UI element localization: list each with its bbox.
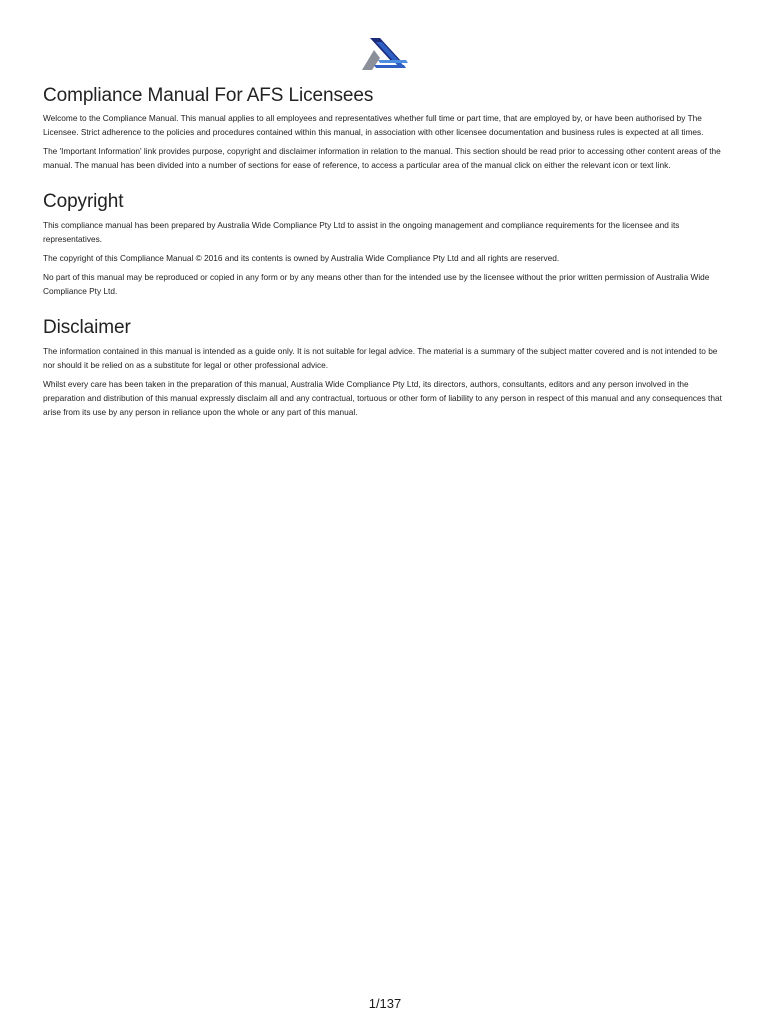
copyright-paragraph: The copyright of this Compliance Manual © 2016 and its contents is owned by Australia Wide Compliance Pty Ltd and all rights are reserved. bbox=[43, 253, 560, 263]
page-title: Compliance Manual For AFS Licensees bbox=[43, 85, 374, 106]
disclaimer-paragraph: The information contained in this manual is intended as a guide only. It is not suitable for legal advice. The material is a summary of the subject matter covered and is not intended to be nor should it be relied on as a substitute for legal or other professional advice. bbox=[43, 346, 718, 370]
disclaimer-heading: Disclaimer bbox=[43, 317, 131, 338]
page-number: 1/137 bbox=[368, 996, 402, 1011]
intro-paragraph: The 'Important Information' link provides purpose, copyright and disclaimer information in relation to the manual. This section should be read prior to accessing other content areas of the manual. The manual has been divided into a number of sections for ease of reference, to access a particular area of the manual click on either the relevant icon or text link. bbox=[43, 146, 721, 170]
document-body bbox=[43, 84, 723, 437]
logo-light-bar-top bbox=[378, 60, 408, 63]
copyright-heading: Copyright bbox=[43, 191, 124, 212]
logo-light-bar-bottom bbox=[374, 65, 406, 68]
copyright-paragraph: No part of this manual may be reproduced or copied in any form or by any means other than for the intended use by the licensee without the prior written permission of Australia Wide Compliance Pty Ltd. bbox=[43, 272, 710, 296]
copyright-paragraph: This compliance manual has been prepared by Australia Wide Compliance Pty Ltd to assist in the ongoing management and compliance requirements for the licensee and its representatives. bbox=[43, 220, 680, 244]
section-disclaimer bbox=[43, 316, 723, 419]
logo-graphic bbox=[360, 36, 410, 72]
section-intro bbox=[43, 84, 723, 172]
company-logo-icon bbox=[360, 36, 410, 72]
disclaimer-paragraph: Whilst every care has been taken in the preparation of this manual, Australia Wide Compliance Pty Ltd, its directors, authors, consultants, editors and any person involved in the preparation and distribution of this manual expressly disclaim all and any contractual, tortuous or other form of liability to any person in respect of this manual and any consequences that arise from its use by any person in reliance upon the whole or any part of this manual. bbox=[43, 379, 722, 417]
section-copyright bbox=[43, 190, 723, 298]
intro-paragraph: Welcome to the Compliance Manual. This manual applies to all employees and representatives whether full time or part time, that are employed by, or have been authorised by The Licensee. Strict adherence to the policies and procedures contained within this manual, in association with other licensee documentation and business rules is expected at all times. bbox=[43, 113, 704, 137]
